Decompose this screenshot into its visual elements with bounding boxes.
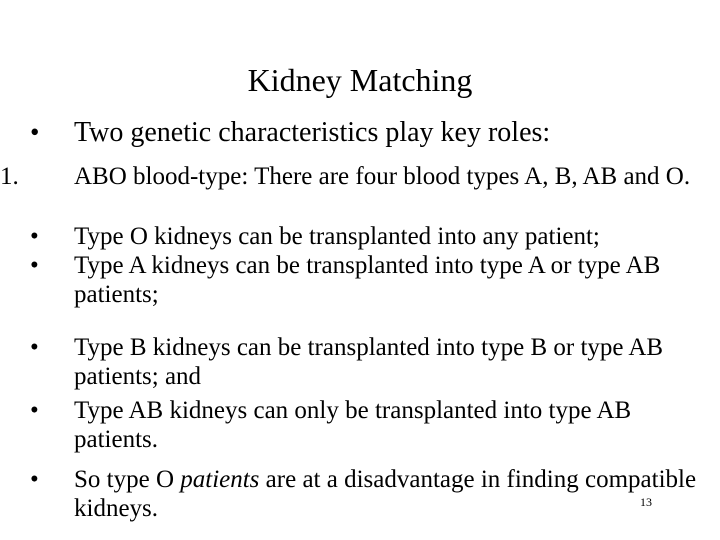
text-plain: So type O — [74, 466, 181, 493]
bullet-text: Type O kidneys can be transplanted into any patient; — [74, 223, 600, 250]
bullet-marker: • — [30, 117, 40, 147]
text-plain: are at a disadvantage in finding compatible kidneys. — [74, 466, 697, 522]
bullet-marker: • — [30, 397, 39, 424]
text-emphasis: patients — [180, 466, 260, 493]
page-number: 13 — [640, 495, 652, 509]
bullet-text: Two genetic characteristics play key roles: — [74, 117, 551, 148]
number-marker: 1. — [0, 163, 19, 190]
bullet-text: Type B kidneys can be transplanted into type B or type AB patients; and — [74, 334, 664, 390]
bullet-text: Type AB kidneys can only be transplanted into type AB patients. — [74, 397, 632, 453]
bullet-marker: • — [30, 252, 39, 279]
bullet-marker: • — [30, 334, 39, 361]
numbered-item-text: ABO blood-type: There are four blood types A, B, AB and O. — [74, 163, 691, 190]
bullet-marker: • — [30, 223, 39, 250]
bullet-marker: • — [30, 466, 39, 493]
bullet-text: Type A kidneys can be transplanted into type A or type AB patients; — [74, 252, 661, 308]
slide-title: Kidney Matching — [247, 62, 473, 98]
bullet-text — [74, 465, 706, 523]
